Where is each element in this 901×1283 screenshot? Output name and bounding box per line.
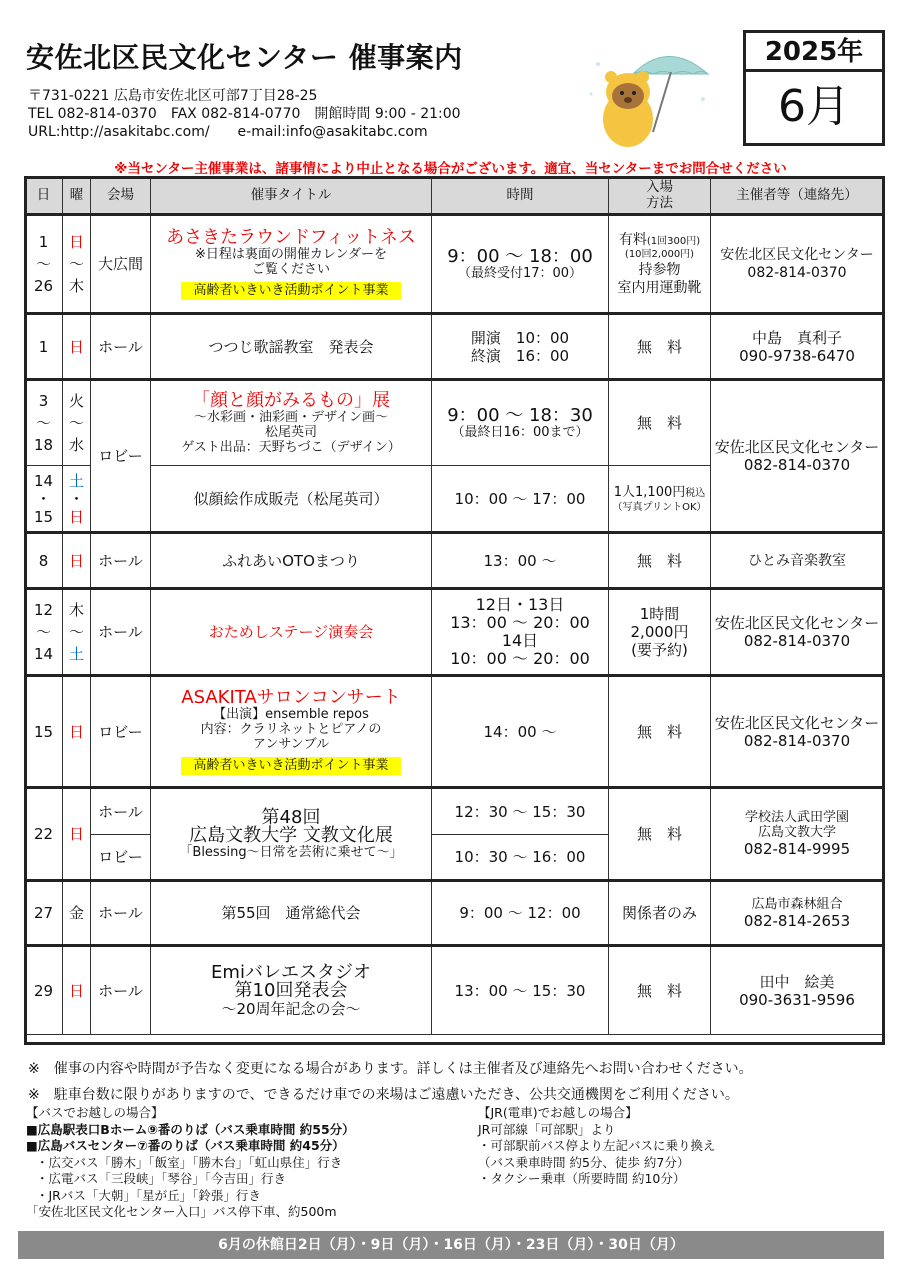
organizer-phone: 090-9738-6470 (739, 346, 855, 365)
list-item: ・可部駅前バス停より左記バスに乗り換え (478, 1138, 716, 1153)
event-subtitle: ～水彩画・油彩画・デザイン画～ (193, 409, 389, 425)
organizer-cell (711, 215, 884, 314)
day: 26 (33, 277, 54, 295)
title-cell (151, 676, 432, 788)
day: 12 (33, 601, 54, 619)
time: 9：00 ～ 18：30 (447, 404, 593, 426)
venue-cell: ホール (91, 589, 151, 676)
time-label: 14日 (501, 631, 539, 650)
header-venue: 会場 (91, 177, 151, 215)
title-cell: つつじ歌謡教室 発表会 (151, 314, 432, 380)
table-row (25, 314, 884, 380)
organizer-cell (711, 314, 884, 380)
list-item: ■広島バスセンター⑦番のりば（バス乗車時間 約45分） (26, 1138, 345, 1153)
day: 3 (38, 392, 49, 410)
table-row (25, 215, 884, 314)
list-item: ・広交バス「勝木」「飯室」「勝木台」「虹山県住」行き (36, 1154, 343, 1170)
entry-cell: 無 料 (609, 533, 711, 589)
day: 14 (33, 471, 54, 490)
organizer-name: 安佐北区民文化センター (714, 438, 880, 456)
senior-points-badge: 高齢者いきいき活動ポイント事業 (181, 282, 400, 300)
range-mark: ～ (35, 414, 51, 432)
venue-cell: ロビー (91, 380, 151, 533)
organizer-name: 広島市森林組合 (751, 896, 843, 912)
weekday: 木 (68, 277, 84, 295)
entry-fee: 1人1,100円 (613, 484, 686, 500)
header-organizer: 主催者等（連絡先） (711, 177, 884, 215)
time-cell: 14：00 ～ (432, 676, 609, 788)
organizer-phone: 082-814-9995 (743, 840, 851, 858)
entry-cell: 関係者のみ (609, 881, 711, 946)
time: 開演 10：00 (470, 328, 570, 347)
organizer-cell (711, 589, 884, 676)
event-title: あさきたラウンドフィットネス (166, 226, 416, 248)
table-row (25, 946, 884, 1035)
bear-with-umbrella-icon (583, 44, 723, 154)
range-mark: ～ (68, 623, 84, 641)
event-title: 第48回 (261, 806, 321, 828)
event-subtitle: 松尾英司 (264, 424, 317, 440)
url-line: URL:http://asakitabc.com/ e-mail:info@asakitabc.com (28, 124, 428, 140)
title-cell: 似顔絵作成販売（松尾英司） (151, 466, 432, 533)
entry-cell: 無 料 (609, 788, 711, 881)
day: 15 (33, 507, 54, 526)
time: 10：00 ～ 20：00 (450, 649, 590, 668)
title-cell: おためしステージ演奏会 (151, 589, 432, 676)
time-label: 12日・13日 (475, 595, 565, 614)
organizer-phone: 082-814-0370 (743, 731, 851, 750)
weekday: 日 (68, 507, 84, 526)
bus-access-section (26, 1105, 355, 1221)
time: 終演 16：00 (470, 346, 570, 365)
time: 9：00 ～ 18：00 (447, 245, 593, 267)
day: 18 (33, 436, 54, 454)
entry-cell: 無 料 (609, 314, 711, 380)
weekday: 木 (68, 601, 84, 619)
time-cell (432, 314, 609, 380)
header-day: 日 (25, 177, 63, 215)
range-mark: ・ (68, 489, 84, 508)
list-item: ■広島駅表口Bホーム⑨番のりば（バス乗車時間 約55分） (26, 1121, 355, 1137)
event-subtitle: アンサンブル (252, 736, 330, 752)
senior-points-badge: 高齢者いきいき活動ポイント事業 (181, 757, 400, 775)
contact-line: TEL 082-814-0370 FAX 082-814-0770 開館時間 9:00 - 21:00 (28, 106, 461, 122)
title-cell (151, 788, 432, 881)
organizer-name: 中島 真利子 (751, 328, 842, 347)
note-change: ※ 催事の内容や時間が予告なく変更になる場合があります。詳しくは主催者及び連絡先へお問い合わせください。 (28, 1061, 753, 1077)
day-cell (25, 215, 63, 314)
day-cell (25, 589, 63, 676)
entry-fee-note: （写真プリントOK） (612, 501, 707, 513)
event-title: 広島文教大学 文教文化展 (189, 824, 393, 846)
venue-cell: ホール (91, 533, 151, 589)
year-label: 2025年 (746, 33, 882, 72)
organizer-cell (711, 380, 884, 533)
entry-fee: 有料 (618, 232, 647, 248)
weekday-cell (63, 589, 91, 676)
page-title: 安佐北区民文化センター 催事案内 (26, 41, 463, 74)
list-item: （バス乗車時間 約5分、徒歩 約7分） (478, 1154, 690, 1170)
header-entry: 入場 方法 (609, 177, 711, 215)
event-table (24, 176, 884, 1035)
organizer-name: 安佐北区民文化センター (714, 614, 880, 632)
time-note: （最終日16：00まで） (451, 424, 589, 440)
event-subtitle: 内容：クラリネットとピアノの (200, 721, 382, 737)
table-row (25, 676, 884, 788)
entry-fee-note: (1回300円) (646, 236, 701, 247)
entry-fee-note: (10回2,000円) (624, 249, 695, 260)
day-cell: 22 (25, 788, 63, 881)
month-label: 6月 (778, 81, 850, 132)
jr-access-heading: 【JR(電車)でお越しの場合】 (478, 1105, 638, 1120)
time-cell: 10：00 ～ 17：00 (432, 466, 609, 533)
event-title: 第10回発表会 (234, 979, 348, 1001)
title-cell: ふれあいOTOまつり (151, 533, 432, 589)
event-title: Emiバレエスタジオ (211, 961, 371, 983)
range-mark: ～ (68, 255, 84, 273)
closed-days-banner: 6月の休館日2日（月）・9日（月）・16日（月）・23日（月）・30日（月） (18, 1231, 884, 1259)
weekday: 日 (68, 233, 84, 251)
weekday: 水 (68, 436, 84, 454)
entry-note: 1時間 (639, 605, 680, 623)
organizer-name: 田中 絵美 (759, 972, 835, 991)
event-subtitle: 「Blessing～日常を芸術に乗せて～」 (179, 844, 403, 860)
event-title: ASAKITAサロンコンサート (181, 686, 401, 708)
list-item: ・タクシー乗車（所要時間 約10分） (478, 1171, 686, 1186)
list-item: ・広電バス「三段峡」「琴谷」「今吉田」行き (36, 1171, 287, 1186)
time-cell: 13：00 ～ 15：30 (432, 946, 609, 1035)
organizer-cell: ひとみ音楽教室 (711, 533, 884, 589)
table-row (25, 881, 884, 946)
entry-note: 持参物 (638, 262, 681, 278)
header-title: 催事タイトル (151, 177, 432, 215)
day-cell: 15 (25, 676, 63, 788)
entry-fee-note: 税込 (685, 487, 706, 499)
entry-cell: 無 料 (609, 380, 711, 466)
event-subtitle: ～20周年記念の会～ (221, 999, 361, 1018)
day-cell (25, 466, 63, 533)
time-cell (432, 215, 609, 314)
organizer-phone: 090-3631-9596 (739, 990, 855, 1009)
organizer-phone: 082-814-0370 (747, 265, 847, 281)
weekday: 火 (68, 392, 84, 410)
title-cell (151, 380, 432, 466)
title-cell (151, 215, 432, 314)
organizer-phone: 082-814-0370 (743, 632, 851, 650)
weekday-cell: 日 (63, 788, 91, 881)
organizer-name: 学校法人武田学園 (744, 810, 849, 825)
day: 14 (33, 645, 54, 663)
entry-cell (609, 215, 711, 314)
time-cell (432, 589, 609, 676)
organizer-phone: 082-814-2653 (743, 911, 851, 930)
venue-cell: ホール (91, 881, 151, 946)
day-cell: 8 (25, 533, 63, 589)
list-item: JR可部線「可部駅」より (478, 1121, 616, 1137)
event-subtitle: 【出演】ensemble repos (213, 706, 369, 722)
organizer-name: 広島文教大学 (757, 825, 836, 840)
venue-cell: ホール (91, 314, 151, 380)
venue-cell: ロビー (91, 676, 151, 788)
entry-note: 室内用運動靴 (617, 280, 702, 296)
bus-access-heading: 【バスでお越しの場合】 (26, 1105, 164, 1120)
time-cell: 13：00 ～ (432, 533, 609, 589)
address: 〒731-0221 広島市安佐北区可部7丁目28-25 (28, 88, 318, 104)
weekday-cell (63, 466, 91, 533)
time-cell: 10：30 ～ 16：00 (432, 835, 609, 881)
weekday-cell: 日 (63, 676, 91, 788)
entry-fee: 2,000円 (630, 623, 689, 641)
entry-note: (要予約) (631, 641, 688, 659)
time-cell: 12：30 ～ 15：30 (432, 788, 609, 835)
header-time: 時間 (432, 177, 609, 215)
weekday-cell (63, 380, 91, 466)
event-subtitle: ゲスト出品：天野ちづこ（デザイン） (181, 439, 401, 455)
weekday: 土 (68, 645, 84, 663)
day-cell: 1 (25, 314, 63, 380)
organizer-name: 安佐北区民文化センター (714, 713, 880, 732)
entry-cell: 無 料 (609, 946, 711, 1035)
table-row (25, 788, 884, 835)
venue-cell: 大広間 (91, 215, 151, 314)
organizer-cell (711, 946, 884, 1035)
time-cell (432, 380, 609, 466)
venue-cell: ホール (91, 788, 151, 835)
list-item: ・JRバス「大朝」「星が丘」「鈴張」行き (36, 1187, 261, 1203)
venue-cell: ホール (91, 946, 151, 1035)
entry-cell (609, 589, 711, 676)
table-row (25, 380, 884, 466)
range-mark: ・ (35, 489, 51, 508)
day-cell: 27 (25, 881, 63, 946)
weekday-cell: 金 (63, 881, 91, 946)
day-cell (25, 380, 63, 466)
organizer-cell (711, 881, 884, 946)
day: 1 (38, 233, 49, 251)
notice-banner: ※当センター主催事業は、諸事情により中止となる場合がございます。適宜、当センターまでお問合せください (114, 161, 787, 177)
table-row (25, 589, 884, 676)
event-subtitle: ご覧ください (251, 261, 330, 277)
event-subtitle: ※日程は裏面の開催カレンダーを (194, 246, 388, 262)
title-cell: 第55回 通常総代会 (151, 881, 432, 946)
time-cell: 9：00 ～ 12：00 (432, 881, 609, 946)
jr-access-section (478, 1105, 716, 1188)
weekday: 土 (68, 471, 84, 490)
range-mark: ～ (68, 414, 84, 432)
entry-cell: 無 料 (609, 676, 711, 788)
weekday-cell: 日 (63, 314, 91, 380)
day-cell: 29 (25, 946, 63, 1035)
organizer-phone: 082-814-0370 (743, 456, 851, 474)
organizer-cell (711, 676, 884, 788)
note-parking: ※ 駐車台数に限りがありますので、できるだけ車での来場はご遠慮いただき、公共交通機関をご利用ください。 (28, 1087, 739, 1103)
year-month-box (743, 30, 885, 146)
list-item: 「安佐北区民文化センター入口」バス停下車、約500m (26, 1204, 337, 1219)
table-row (25, 533, 884, 589)
entry-cell (609, 466, 711, 533)
table-header-row (25, 177, 884, 215)
range-mark: ～ (35, 255, 51, 273)
weekday-cell: 日 (63, 946, 91, 1035)
title-cell (151, 946, 432, 1035)
header-weekday: 曜 (63, 177, 91, 215)
range-mark: ～ (35, 623, 51, 641)
time: 13：00 ～ 20：00 (450, 613, 590, 632)
weekday-cell (63, 215, 91, 314)
time-note: （最終受付17：00） (457, 265, 583, 281)
organizer-name: 安佐北区民文化センター (720, 247, 874, 263)
organizer-cell (711, 788, 884, 881)
weekday-cell: 日 (63, 533, 91, 589)
venue-cell: ロビー (91, 835, 151, 881)
event-title: 「顔と顔がみるもの」展 (192, 389, 390, 411)
